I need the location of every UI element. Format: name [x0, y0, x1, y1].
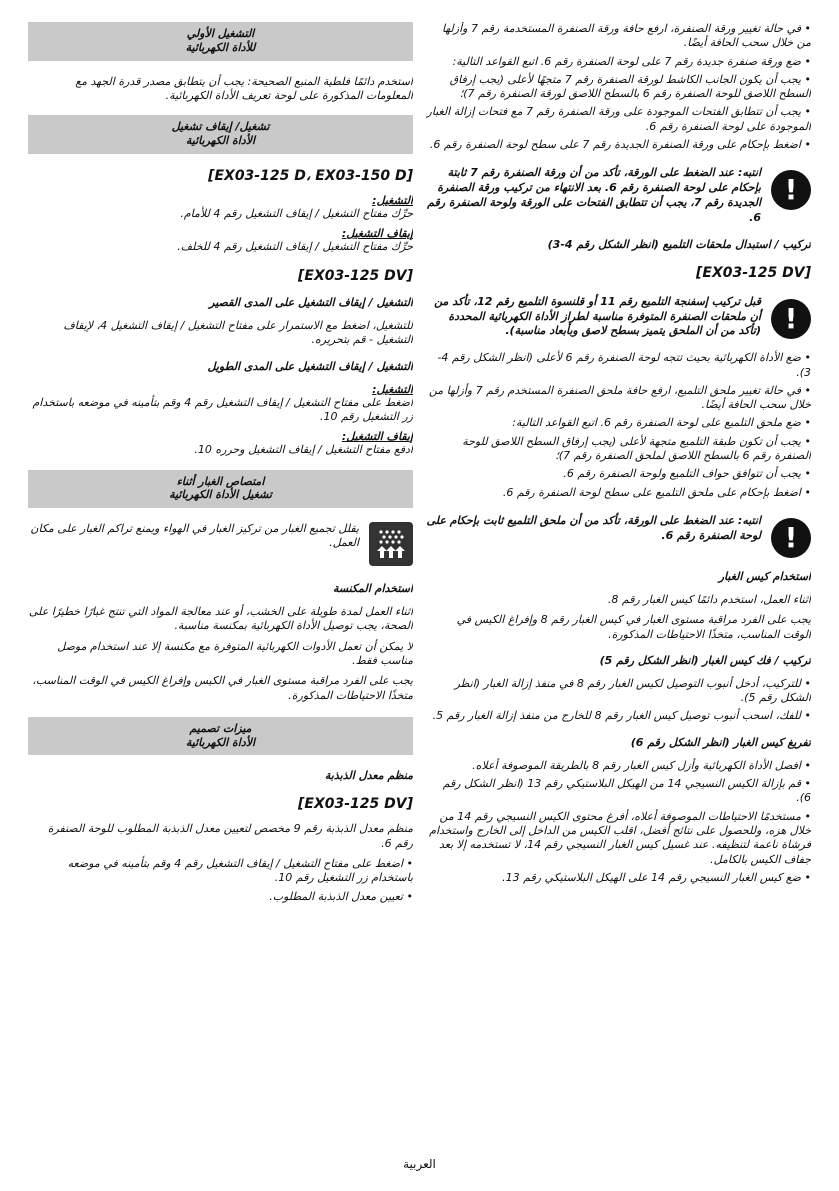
section-title: ميزات تصميم الأداة الكهربائية [185, 721, 256, 749]
bag-mount-bullet: • للتركيب، أدخل أنبوب التوصيل لكيس الغبار رقم 8 في منفذ إزالة الغبار (انظر الشكل رقم 5). [426, 677, 811, 706]
right-column [426, 22, 811, 1142]
model-label: [EX03-125 D، EX03-150 D] [208, 167, 413, 184]
long-on-text: اضغط على مفتاح التشغيل / إيقاف التشغيل رقم 4 وقم بتأمينه في موضعه باستخدام زر التشغيل رقم 10. [32, 395, 413, 424]
warning-text: انتبه: عند الضغط على الورقة، تأكد من أن ملحق التلميع ثابت بإحكام على لوحة الصنفرة رقم 6. [426, 513, 761, 542]
short-term-heading: التشغيل / إيقاف التشغيل على المدى القصير [209, 296, 413, 310]
long-term-heading: التشغيل / إيقاف التشغيل على المدى الطويل [207, 359, 413, 373]
off-text: حرِّك مفتاح التشغيل / إيقاف التشغيل رقم 4 للخلف. [177, 239, 413, 253]
vacuum-text: يجب على الفرد مراقبة مستوى الغبار في الكيس وإفراغ الكيس في الوقت المناسب، متخذًا الاحتياطات المذكورة. [32, 674, 413, 702]
page-footer-language: العربية [403, 1157, 436, 1171]
polish-bullet: • يجب أن تتوافق حواف التلميع ولوحة الصنفرة رقم 6. [426, 467, 811, 481]
vacuum-heading: استخدام المكنسة [332, 582, 413, 596]
dust-text: يقلل تجميع الغبار من تركيز الغبار في الهواء ويمنع تراكم الغبار على مكان العمل. [30, 522, 359, 550]
off-label: إيقاف التشغيل: [341, 226, 413, 240]
paper-press-bullet: • اضغط بإحكام على ورقة الصنفرة الجديدة رقم 7 على سطح لوحة الصنفرة رقم 6. [426, 138, 811, 152]
off-label: إيقاف التشغيل: [341, 430, 413, 444]
dust-bag-text: يجب على الفرد مراقبة مستوى الغبار في كيس الغبار رقم 8 وإفراغ الكيس في الوقت المناسب، متخذًا الاحتياطات المذكورة. [456, 613, 811, 641]
model-label: [EX03-125 DV] [297, 268, 413, 285]
paper-place-bullet: • ضع ورقة صنفرة جديدة رقم 7 على لوحة الصنفرة رقم 6. اتبع القواعد التالية: [426, 55, 811, 69]
regulator-bullet: • تعيين معدل الذبذبة المطلوب. [28, 890, 413, 904]
vacuum-text: لا يمكن أن تعمل الأدوات الكهربائية المتوفرة مع مكنسة إلا عند استخدام موصل مناسب فقط. [57, 639, 413, 668]
model-label: [EX03-125 DV] [297, 796, 413, 813]
polish-heading: تركيب / استبدال ملحقات التلميع (انظر الشكل رقم 4-3) [547, 237, 811, 251]
warning-paper [426, 166, 811, 225]
bag-mount-heading: تركيب / فك كيس الغبار (انظر الشكل رقم 5) [599, 653, 811, 667]
polish-bullet: • ضع ملحق التلميع على لوحة الصنفرة رقم 6. اتبع القواعد التالية: [426, 416, 811, 430]
bag-empty-heading: تفريغ كيس الغبار (انظر الشكل رقم 6) [630, 735, 811, 749]
warning-polish-press [426, 514, 811, 558]
left-column [28, 22, 413, 1142]
paper-rule-2: • يجب أن تتطابق الفتحات الموجودة على ورقة الصنفرة رقم 7 مع فتحات إزالة الغبار الموجودة على لوحة الصنفرة رقم 6. [426, 105, 811, 134]
on-label: التشغيل: [372, 382, 413, 396]
paper-rule-1: • يجب أن يكون الجانب الكاشط لورقة الصنفرة رقم 7 متجهًا لأعلى (يجب إرفاق السطح اللاصق للوحة الصنفرة رقم 6 بالسطح اللاصق لورقة الصنفرة رقم 7)؛ [426, 73, 811, 102]
bag-empty-bullet: • قم بإزالة الكيس النسيجي 14 من الهيكل البلاستيكي رقم 13 (انظر الشكل رقم 6). [426, 777, 811, 806]
on-text: حرِّك مفتاح التشغيل / إيقاف التشغيل رقم 4 للأمام. [180, 206, 413, 220]
dust-bag-text: أثناء العمل، استخدم دائمًا كيس الغبار رقم 8. [607, 592, 811, 606]
short-term-text: للتشغيل، اضغط مع الاستمرار على مفتاح التشغيل / إيقاف التشغيل 4، لإيقاف التشغيل - قم بتحريره. [63, 319, 413, 347]
section-box-switch [28, 115, 413, 154]
on-label: التشغيل: [372, 193, 413, 207]
bag-empty-bullet: • افصل الأداة الكهربائية وأزل كيس الغبار رقم 8 بالطريقة الموصوفة أعلاه. [426, 759, 811, 773]
dust-info [28, 522, 413, 566]
warning-icon: ! [771, 518, 811, 558]
bag-empty-bullet: • ضع كيس الغبار النسيجي رقم 14 على الهيكل البلاستيكي رقم 13. [426, 871, 811, 885]
warning-text: قبل تركيب إسفنجة التلميع رقم 11 أو قلنسوة التلميع رقم 12، تأكد من أن ملحقات الصنفرة المتوفرة مناسبة لطراز الأداة الكهربائية المحددة (تأكد من أن الملحق يتميز بسطح لاصق وبأبعاد مناسبة). [434, 294, 761, 338]
dust-extraction-icon [369, 522, 413, 566]
model-label: [EX03-125 DV] [695, 264, 811, 281]
polish-bullet: • في حالة تغيير ملحق التلميع، ارفع حافة ملحق الصنفرة المستخدم رقم 7 وأزلها من خلال سحب الحافة أيضًا. [426, 384, 811, 413]
section-title: تشغيل/ إيقاف تشغيل الأداة الكهربائية [171, 120, 270, 147]
warning-icon: ! [771, 299, 811, 339]
voltage-note: استخدم دائمًا فلطية المنبع الصحيحة: يجب أن يتطابق مصدر قدرة الجهد مع المعلومات المذكورة على لوحة تعريف الأداة الكهربائية. [75, 74, 413, 102]
regulator-text: منظم معدل الذبذبة رقم 9 مخصص لتعيين معدل الذبذبة المطلوب للوحة الصنفرة رقم 6. [47, 822, 413, 850]
long-off-text: ادفع مفتاح التشغيل / إيقاف التشغيل وحرره 10. [194, 443, 413, 457]
section-title: التشغيل الأولي للأداة الكهربائية [185, 27, 256, 54]
warning-icon: ! [771, 170, 811, 210]
bag-mount-bullet: • للفك، اسحب أنبوب توصيل كيس الغبار رقم 8 للخارج من منفذ إزالة الغبار رقم 5. [426, 709, 811, 723]
section-title: امتصاص الغبار أثناء تشغيل الأداة الكهربائية [169, 474, 272, 502]
polish-bullet: • ضع الأداة الكهربائية بحيث تتجه لوحة الصنفرة رقم 6 لأعلى (انظر الشكل رقم 4-3). [426, 351, 811, 380]
warning-polish [426, 295, 811, 340]
dust-bag-heading: استخدام كيس الغبار [718, 569, 811, 583]
paper-change-bullet: • في حالة تغيير ورقة الصنفرة، ارفع حافة ورقة الصنفرة المستخدمة رقم 7 وأزلها من خلال سحب الحافة أيضًا. [426, 22, 811, 51]
bag-empty-bullet: • مستخدمًا الاحتياطات الموصوفة أعلاه، أفرغ محتوى الكيس النسيجي رقم 14 من خلال هزه، وللحصول على نتائج أفضل، اقلب الكيس من الداخل إلى الخارج واستخدام فرشاة ناعمة لتنظيفه. عند غسيل كيس الغبار النسيجي رقم 14، لا تستخدمه إلا بعد جفاف الكيس بالكامل. [426, 810, 811, 867]
vacuum-text: أثناء العمل لمدة طويلة على الخشب، أو عند معالجة المواد التي تنتج غبارًا خطيرًا على الصحة، يجب توصيل الأداة الكهربائية بمكنسة مناسبة. [28, 605, 413, 633]
section-box-features [28, 717, 413, 756]
regulator-heading: منظم معدل الذبذبة [324, 769, 413, 783]
warning-text: انتبه: عند الضغط على الورقة، تأكد من أن ورقة الصنفرة رقم 7 ثابتة بإحكام على لوحة الصنفرة رقم 6. بعد الانتهاء من تركيب ورقة الصنفرة الجديدة رقم 7، يجب أن تتطابق الفتحات على الورقة ولوحة الصنفرة رقم 6. [427, 166, 761, 224]
polish-bullet: • يجب أن تكون طبقة التلميع متجهة لأعلى (يجب إرفاق السطح اللاصق للوحة الصنفرة رقم 6 بالسطح اللاصق لملحق الصنفرة رقم 7)؛ [426, 435, 811, 464]
polish-bullet: • اضغط بإحكام على ملحق التلميع على سطح لوحة الصنفرة رقم 6. [426, 486, 811, 500]
section-box-initial [28, 22, 413, 61]
regulator-bullet: • اضغط على مفتاح التشغيل / إيقاف التشغيل رقم 4 وقم بتأمينه في موضعه باستخدام زر التشغيل رقم 10. [28, 857, 413, 886]
section-box-dust [28, 470, 413, 509]
